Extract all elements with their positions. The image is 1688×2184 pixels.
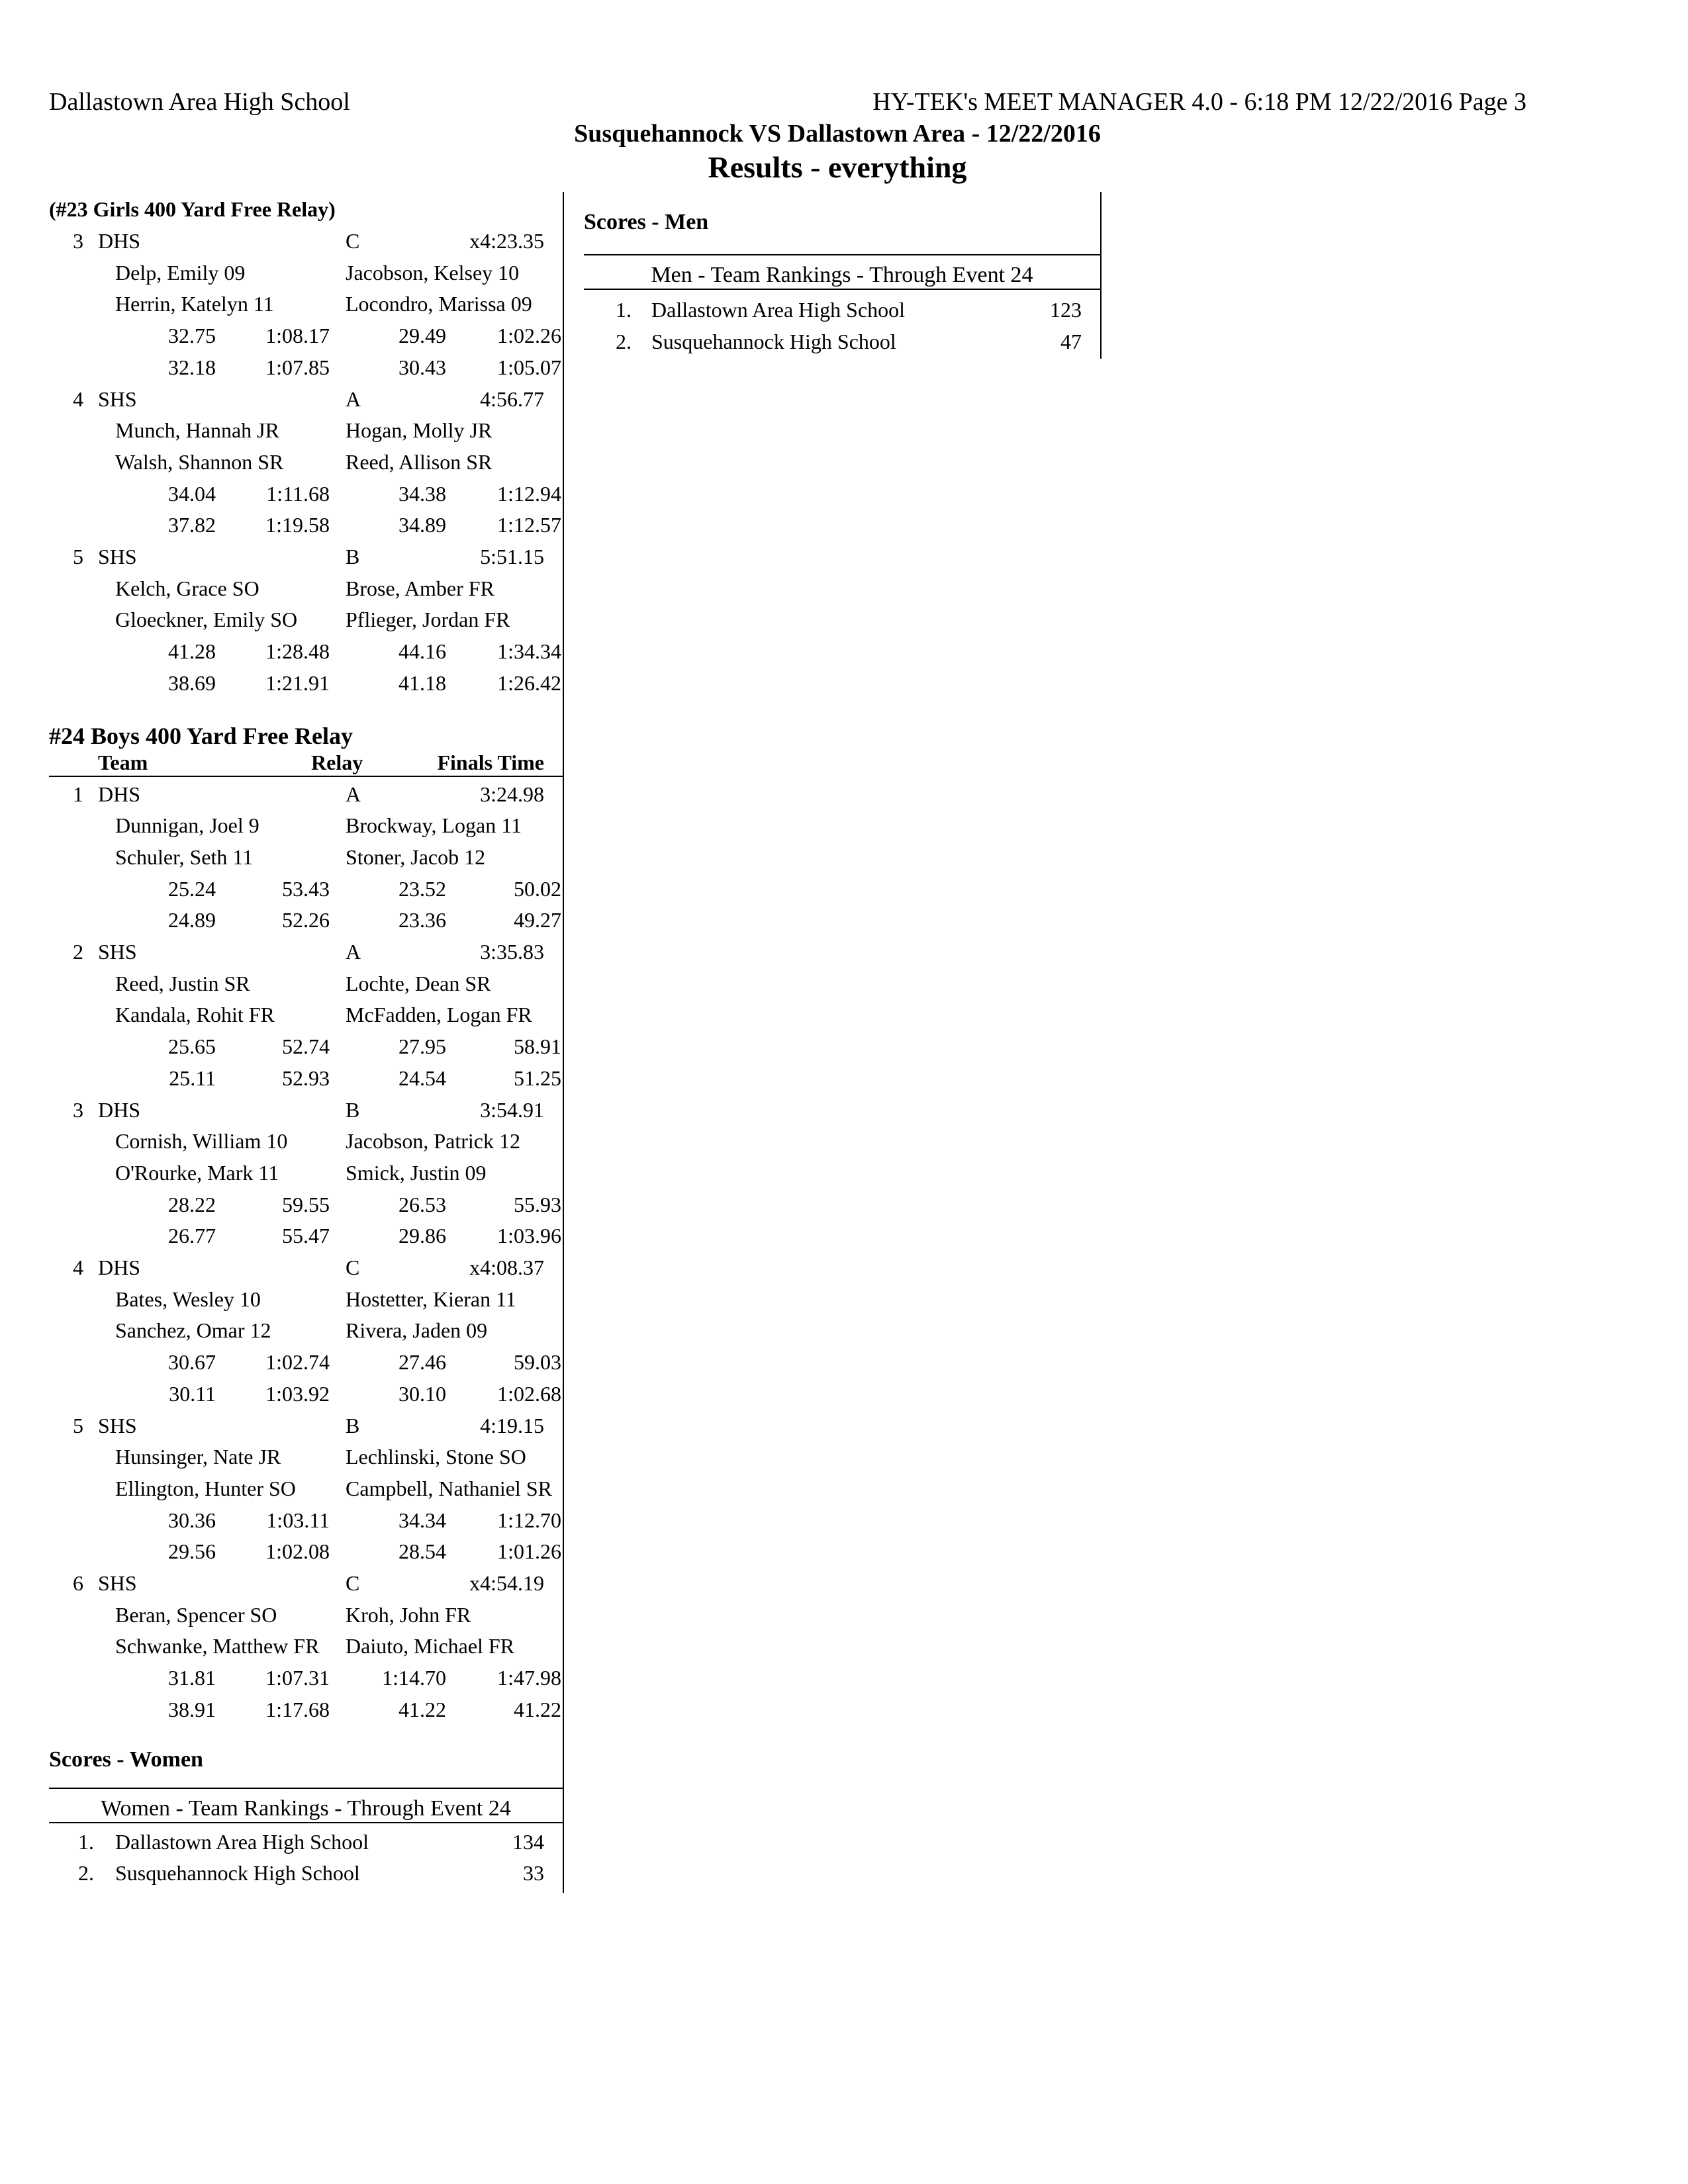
swimmer-name: Schuler, Seth 11 [115, 844, 254, 869]
place: 3 [73, 1097, 83, 1122]
split-time: 1:05.07 [497, 355, 561, 379]
swimmer-name: Walsh, Shannon SR [115, 449, 284, 474]
split-time: 27.46 [399, 1350, 446, 1375]
place: 5 [73, 545, 83, 569]
split-time: 1:17.68 [265, 1697, 330, 1721]
event24-title: #24 Boys 400 Yard Free Relay [49, 722, 353, 749]
relay-letter: A [346, 782, 361, 806]
split-time: 1:19.58 [265, 513, 330, 537]
finals-time: x4:54.19 [469, 1571, 544, 1595]
finals-time: 3:54.91 [480, 1097, 544, 1122]
split-time: 29.49 [399, 324, 446, 348]
split-time: 1:01.26 [497, 1539, 561, 1564]
software-info: HY-TEK's MEET MANAGER 4.0 - 6:18 PM 12/22/2016 Page 3 [872, 88, 1526, 116]
swimmer-name: Reed, Justin SR [115, 971, 250, 995]
split-time: 30.67 [168, 1350, 216, 1375]
rank-number: 2. [78, 1861, 94, 1886]
place: 1 [73, 782, 83, 806]
split-time: 24.89 [168, 908, 216, 933]
team-code: DHS [98, 1097, 141, 1122]
rank-team: Dallastown Area High School [115, 1829, 369, 1854]
swimmer-name: Stoner, Jacob 12 [346, 844, 486, 869]
team-code: DHS [98, 782, 141, 806]
split-time: 55.93 [514, 1192, 561, 1216]
right-column-rule [1100, 192, 1102, 359]
finals-time: 4:56.77 [480, 387, 544, 411]
relay-letter: C [346, 1571, 360, 1595]
results-title: Results - everything [708, 150, 967, 184]
swimmer-name: Jacobson, Patrick 12 [346, 1129, 520, 1154]
split-time: 1:11.68 [266, 481, 330, 506]
split-time: 1:47.98 [497, 1666, 561, 1690]
rank-score: 134 [512, 1829, 544, 1854]
split-time: 51.25 [514, 1066, 561, 1090]
split-time: 41.28 [168, 639, 216, 664]
swimmer-name: Gloeckner, Emily SO [115, 608, 298, 632]
split-time: 1:02.74 [265, 1350, 330, 1375]
scores-women-title: Scores - Women [49, 1747, 203, 1772]
split-time: 34.38 [399, 481, 446, 506]
split-time: 59.55 [282, 1192, 330, 1216]
finals-time: x4:23.35 [469, 229, 544, 253]
split-time: 1:34.34 [497, 639, 561, 664]
swimmer-name: Sanchez, Omar 12 [115, 1318, 271, 1343]
split-time: 27.95 [399, 1034, 446, 1059]
relay-letter: C [346, 229, 360, 253]
rank-number: 1. [616, 298, 632, 322]
split-time: 1:12.70 [497, 1508, 561, 1532]
swimmer-name: Smick, Justin 09 [346, 1160, 487, 1185]
split-time: 52.26 [282, 908, 330, 933]
split-time: 29.56 [168, 1539, 216, 1564]
split-time: 37.82 [168, 513, 216, 537]
swimmer-name: Beran, Spencer SO [115, 1602, 277, 1627]
finals-time: 3:35.83 [480, 940, 544, 964]
col-team-header: Team [98, 750, 148, 774]
place: 3 [73, 229, 83, 253]
swimmer-name: Ellington, Hunter SO [115, 1476, 296, 1500]
split-time: 55.47 [282, 1224, 330, 1248]
split-time: 1:02.08 [265, 1539, 330, 1564]
swimmer-name: Bates, Wesley 10 [115, 1287, 261, 1311]
swimmer-name: Rivera, Jaden 09 [346, 1318, 488, 1343]
split-time: 1:28.48 [265, 639, 330, 664]
rank-team: Dallastown Area High School [651, 298, 906, 322]
rank-score: 123 [1050, 298, 1082, 322]
split-time: 23.52 [399, 876, 446, 901]
swimmer-name: Delp, Emily 09 [115, 260, 246, 285]
relay-letter: B [346, 1097, 360, 1122]
finals-time: x4:08.37 [469, 1255, 544, 1279]
swimmer-name: McFadden, Logan FR [346, 1003, 532, 1027]
team-code: SHS [98, 1571, 137, 1595]
split-time: 29.86 [399, 1224, 446, 1248]
split-time: 30.36 [168, 1508, 216, 1532]
meet-title: Susquehannock VS Dallastown Area - 12/22/2016 [574, 120, 1101, 148]
split-time: 41.22 [399, 1697, 446, 1721]
split-time: 38.91 [168, 1697, 216, 1721]
split-time: 41.18 [399, 670, 446, 695]
split-time: 58.91 [514, 1034, 561, 1059]
team-code: SHS [98, 387, 137, 411]
split-time: 28.22 [168, 1192, 216, 1216]
split-time: 1:26.42 [497, 670, 561, 695]
swimmer-name: Kandala, Rohit FR [115, 1003, 275, 1027]
split-time: 1:03.92 [265, 1381, 330, 1406]
finals-time: 4:19.15 [480, 1413, 544, 1437]
swimmer-name: Kroh, John FR [346, 1602, 471, 1627]
women-rankings-title: Women - Team Rankings - Through Event 24 [101, 1796, 511, 1821]
team-code: SHS [98, 545, 137, 569]
left-column-rule [563, 192, 564, 1893]
split-time: 34.04 [168, 481, 216, 506]
swimmer-name: Campbell, Nathaniel SR [346, 1476, 552, 1500]
split-time: 1:02.26 [497, 324, 561, 348]
rank-team: Susquehannock High School [651, 329, 896, 353]
split-time: 25.11 [169, 1066, 216, 1090]
scores-men-top-rule [584, 254, 1100, 255]
place: 4 [73, 1255, 83, 1279]
split-time: 26.77 [168, 1224, 216, 1248]
split-time: 59.03 [514, 1350, 561, 1375]
rank-score: 47 [1060, 329, 1082, 353]
split-time: 24.54 [399, 1066, 446, 1090]
swimmer-name: Jacobson, Kelsey 10 [346, 260, 520, 285]
col-time-header: Finals Time [437, 750, 544, 774]
relay-letter: B [346, 545, 360, 569]
relay-letter: C [346, 1255, 360, 1279]
swimmer-name: Daiuto, Michael FR [346, 1634, 515, 1659]
split-time: 53.43 [282, 876, 330, 901]
split-time: 52.93 [282, 1066, 330, 1090]
split-time: 52.74 [282, 1034, 330, 1059]
swimmer-name: Lochte, Dean SR [346, 971, 491, 995]
swimmer-name: Cornish, William 10 [115, 1129, 288, 1154]
swimmer-name: Dunnigan, Joel 9 [115, 813, 259, 838]
split-time: 1:07.31 [265, 1666, 330, 1690]
scores-women-top-rule [49, 1788, 563, 1789]
swimmer-name: Brockway, Logan 11 [346, 813, 522, 838]
split-time: 1:02.68 [497, 1381, 561, 1406]
split-time: 50.02 [514, 876, 561, 901]
swimmer-name: Brose, Amber FR [346, 576, 494, 600]
team-code: SHS [98, 1413, 137, 1437]
men-rankings-rule [584, 289, 1100, 290]
split-time: 49.27 [514, 908, 561, 933]
split-time: 30.10 [399, 1381, 446, 1406]
swimmer-name: Munch, Hannah JR [115, 418, 279, 443]
split-time: 1:03.11 [266, 1508, 330, 1532]
men-rankings-title: Men - Team Rankings - Through Event 24 [651, 263, 1033, 287]
split-time: 28.54 [399, 1539, 446, 1564]
rank-team: Susquehannock High School [115, 1861, 360, 1886]
rank-score: 33 [523, 1861, 544, 1886]
place: 5 [73, 1413, 83, 1437]
split-time: 41.22 [514, 1697, 561, 1721]
swimmer-name: Hunsinger, Nate JR [115, 1445, 281, 1469]
swimmer-name: Hostetter, Kieran 11 [346, 1287, 516, 1311]
rank-number: 2. [616, 329, 632, 353]
swimmer-name: Locondro, Marissa 09 [346, 292, 532, 316]
rank-number: 1. [78, 1829, 94, 1854]
split-time: 1:21.91 [265, 670, 330, 695]
relay-letter: B [346, 1413, 360, 1437]
team-code: SHS [98, 940, 137, 964]
split-time: 25.24 [168, 876, 216, 901]
swimmer-name: Kelch, Grace SO [115, 576, 259, 600]
women-rankings-rule [49, 1822, 563, 1823]
swimmer-name: O'Rourke, Mark 11 [115, 1160, 279, 1185]
split-time: 34.34 [399, 1508, 446, 1532]
team-code: DHS [98, 229, 141, 253]
swimmer-name: Pflieger, Jordan FR [346, 608, 510, 632]
relay-letter: A [346, 387, 361, 411]
school-name: Dallastown Area High School [49, 88, 350, 116]
split-time: 1:14.70 [382, 1666, 446, 1690]
place: 4 [73, 387, 83, 411]
place: 2 [73, 940, 83, 964]
split-time: 25.65 [168, 1034, 216, 1059]
split-time: 30.11 [169, 1381, 216, 1406]
split-time: 1:12.94 [497, 481, 561, 506]
place: 6 [73, 1571, 83, 1595]
split-time: 1:08.17 [265, 324, 330, 348]
split-time: 32.75 [168, 324, 216, 348]
relay-letter: A [346, 940, 361, 964]
split-time: 44.16 [399, 639, 446, 664]
split-time: 1:07.85 [265, 355, 330, 379]
swimmer-name: Schwanke, Matthew FR [115, 1634, 320, 1659]
swimmer-name: Reed, Allison SR [346, 449, 492, 474]
split-time: 26.53 [399, 1192, 446, 1216]
split-time: 1:12.57 [497, 513, 561, 537]
split-time: 30.43 [399, 355, 446, 379]
split-time: 34.89 [399, 513, 446, 537]
swimmer-name: Lechlinski, Stone SO [346, 1445, 526, 1469]
split-time: 32.18 [168, 355, 216, 379]
scores-men-title: Scores - Men [584, 210, 709, 234]
split-time: 23.36 [399, 908, 446, 933]
split-time: 1:03.96 [497, 1224, 561, 1248]
finals-time: 5:51.15 [480, 545, 544, 569]
split-time: 31.81 [168, 1666, 216, 1690]
event24-header-rule [49, 776, 563, 777]
finals-time: 3:24.98 [480, 782, 544, 806]
split-time: 38.69 [168, 670, 216, 695]
swimmer-name: Hogan, Molly JR [346, 418, 492, 443]
swimmer-name: Herrin, Katelyn 11 [115, 292, 274, 316]
event23-title: (#23 Girls 400 Yard Free Relay) [49, 197, 336, 221]
team-code: DHS [98, 1255, 141, 1279]
col-relay-header: Relay [311, 750, 363, 774]
